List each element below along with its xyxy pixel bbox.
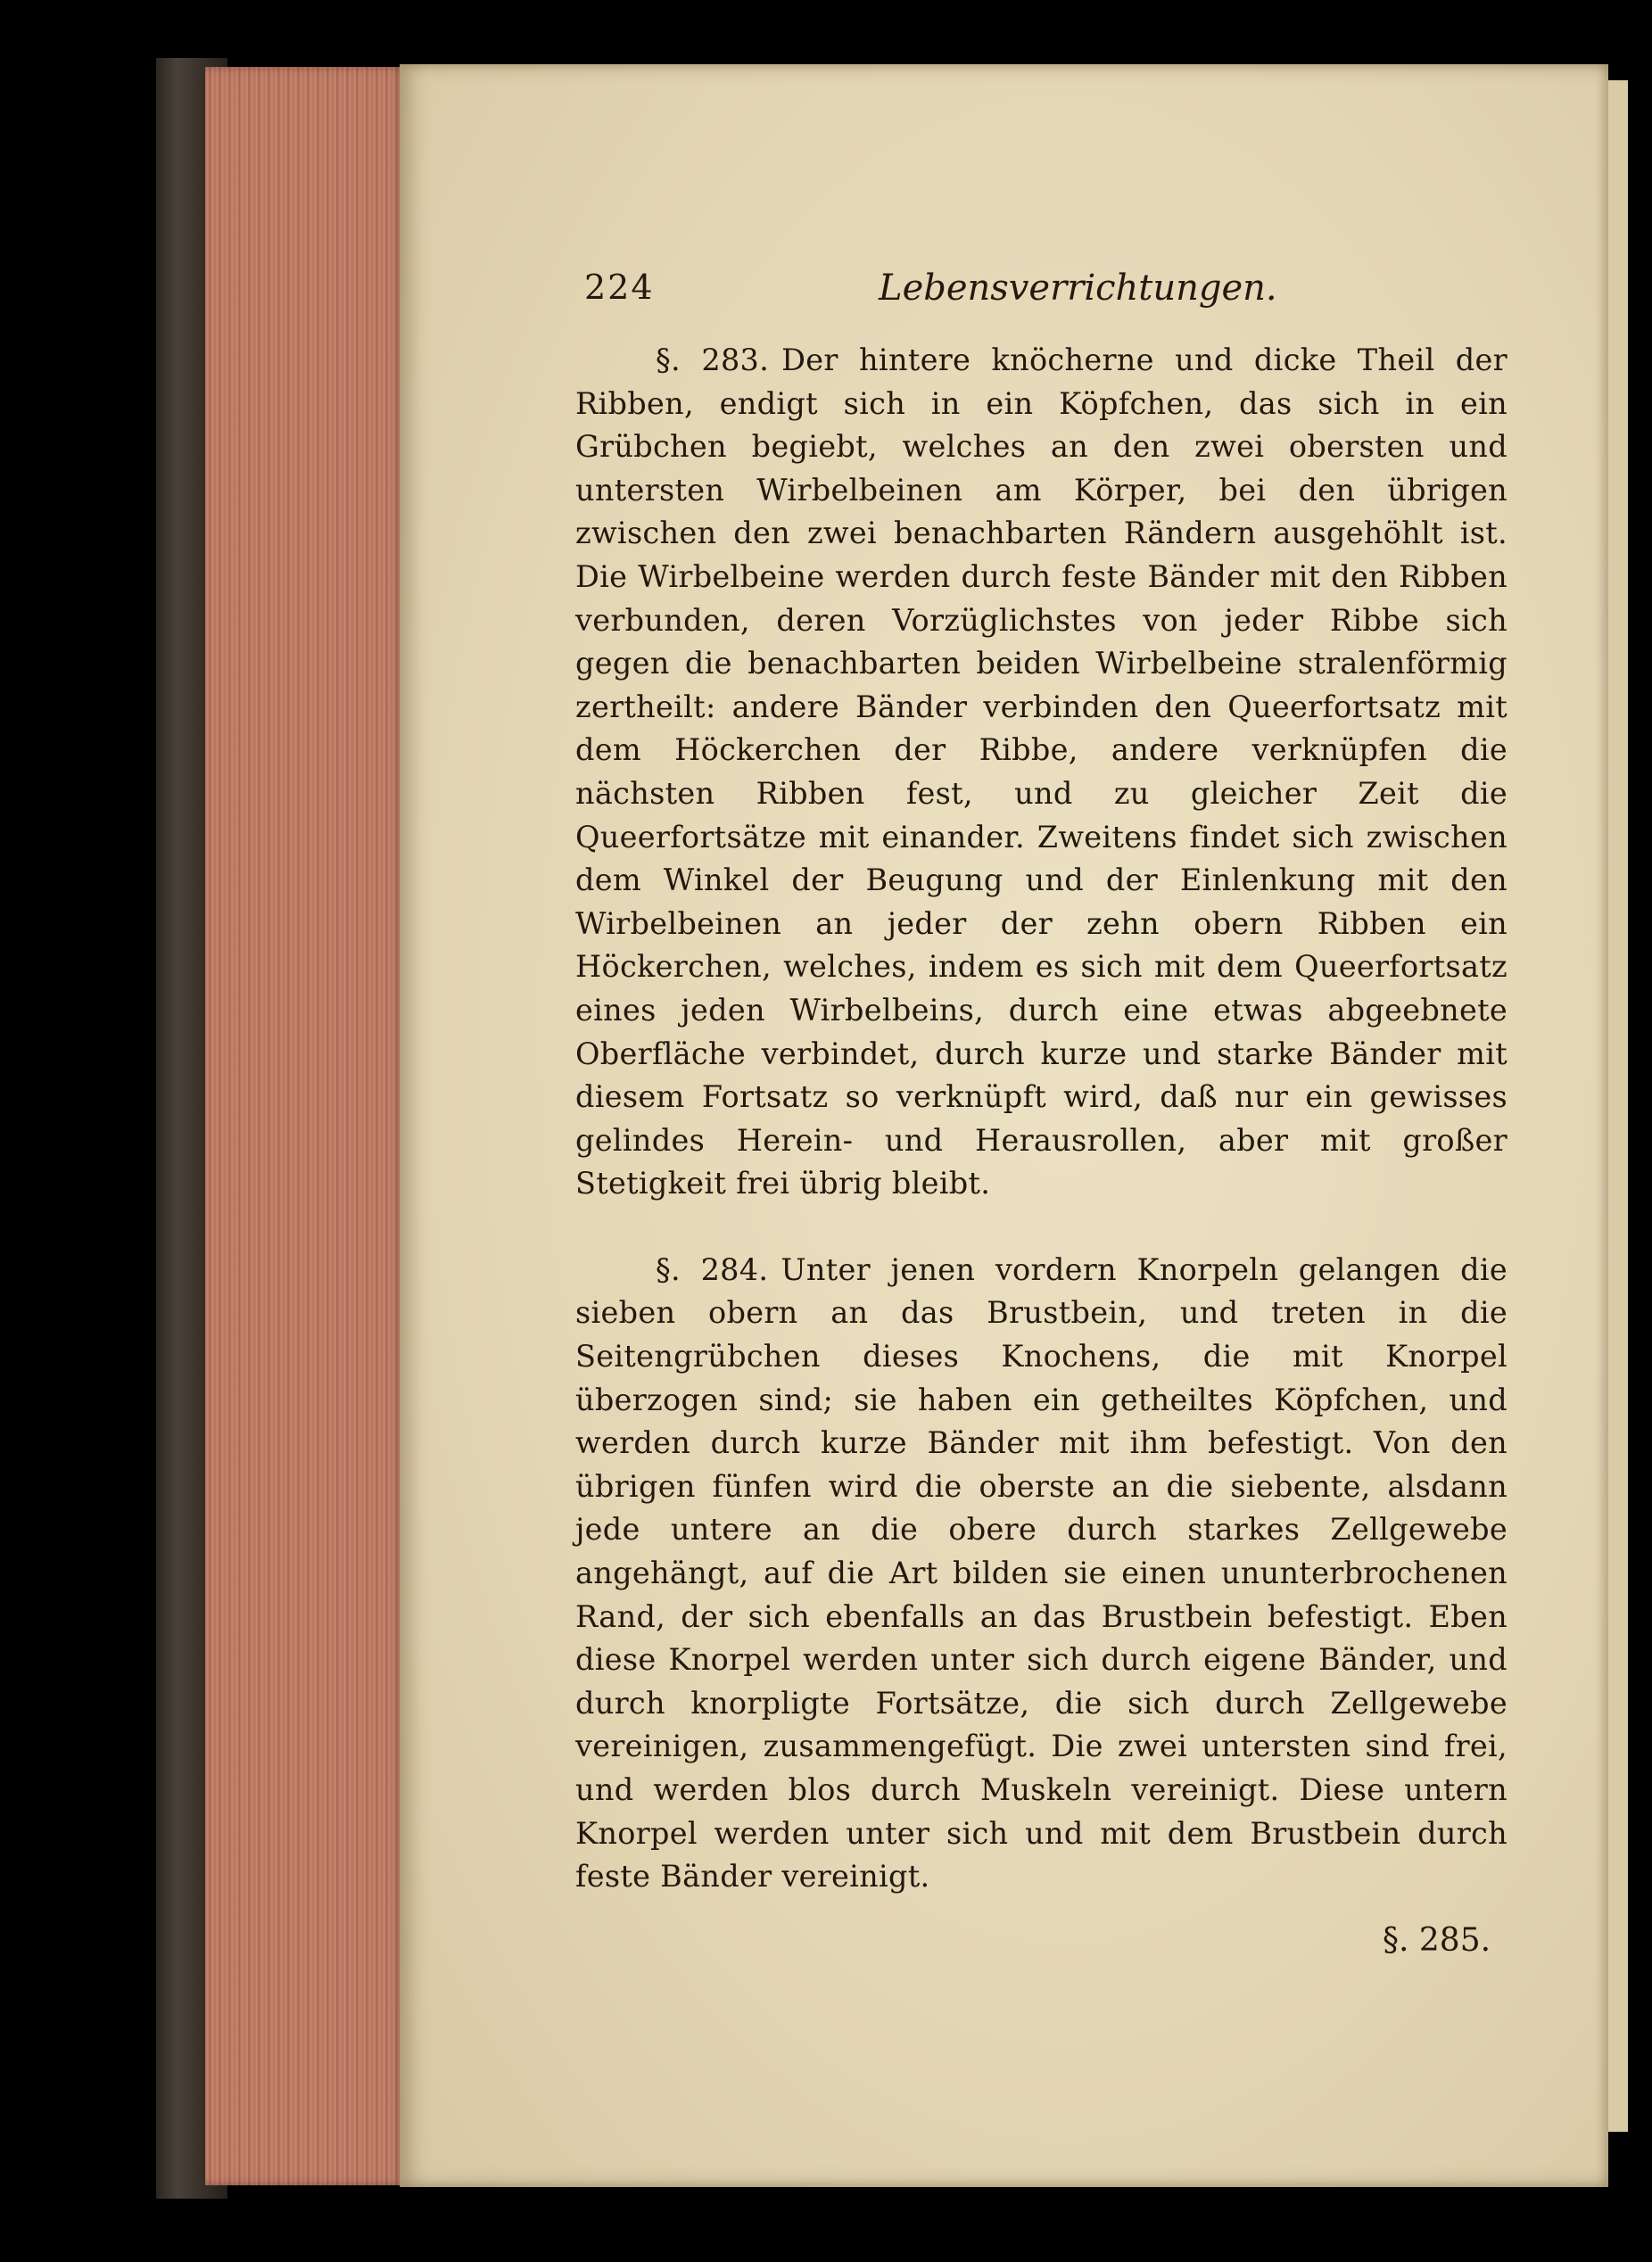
paragraph-283: [575, 339, 1507, 1206]
catchword: §. 285.: [1383, 1922, 1491, 1959]
page-body: [575, 339, 1507, 1899]
paragraph-text: Unter jenen vordern Knorpeln gelangen die sieben obern an das Brustbein, und treten in die Seitengrübchen dieses Knochens, die mit Knorpel überzogen sind; sie haben ein getheiltes Köpfchen, und werden durch kurze Bänder mit ihm befestigt. Von den übrigen fünfen wird die oberste an die siebente, alsdann jede untere an die obere durch starkes Zellgewebe angehängt, auf die Art bilden sie einen ununterbrochenen Rand, der sich ebenfalls an das Brustbein befestigt. Eben diese Knorpel werden unter sich durch eigene Bänder, und durch knorpligte Fortsätze, die sich durch Zellgewebe vereinigen, zusammengefügt. Die zwei untersten sind frei, und werden blos durch Muskeln vereinigt. Diese untern Knorpel werden unter sich und mit dem Brustbein durch feste Bänder vereinigt.: [575, 1251, 1508, 1895]
paragraph-284: [575, 1249, 1507, 1899]
running-title: Lebensverrichtungen.: [879, 268, 1277, 309]
page-block-edges: [205, 67, 406, 2185]
page-header: [584, 268, 1521, 321]
paragraph-number: §. 284.: [656, 1251, 769, 1287]
page-number: 224: [584, 268, 655, 307]
paragraph-text: Der hintere knöcherne und dicke Theil der Ribben, endigt sich in ein Köpfchen, das sich in ein Grübchen begiebt, welches an den zwei obersten und untersten Wirbelbeinen am Körper, bei den übrigen zwischen den zwei benachbarten Rändern ausgehöhlt ist. Die Wirbelbeine werden durch feste Bänder mit den Ribben verbunden, deren Vorzüglichstes von jeder Ribbe sich gegen die benachbarten beiden Wirbelbeine stralenförmig zertheilt: andere Bänder verbinden den Queerfortsatz mit dem Höckerchen der Ribbe, andere verknüpfen die nächsten Ribben fest, und zu gleicher Zeit die Queerfortsätze mit einander. Zweitens findet sich zwischen dem Winkel der Beugung und der Einlenkung mit den Wirbelbeinen an jeder der zehn obern Ribben ein Höckerchen, welches, indem es sich mit dem Queerfortsatz eines jeden Wirbelbeins, durch eine etwas abgeebnete Oberfläche verbindet, durch kurze und starke Bänder mit diesem Fortsatz so verknüpft wird, daß nur ein gewisses gelindes Herein- und Herausrollen, aber mit großer Stetigkeit frei übrig bleibt.: [575, 343, 1507, 1201]
facing-page-edge: [1608, 80, 1628, 2132]
paragraph-number: §. 283.: [656, 343, 770, 377]
